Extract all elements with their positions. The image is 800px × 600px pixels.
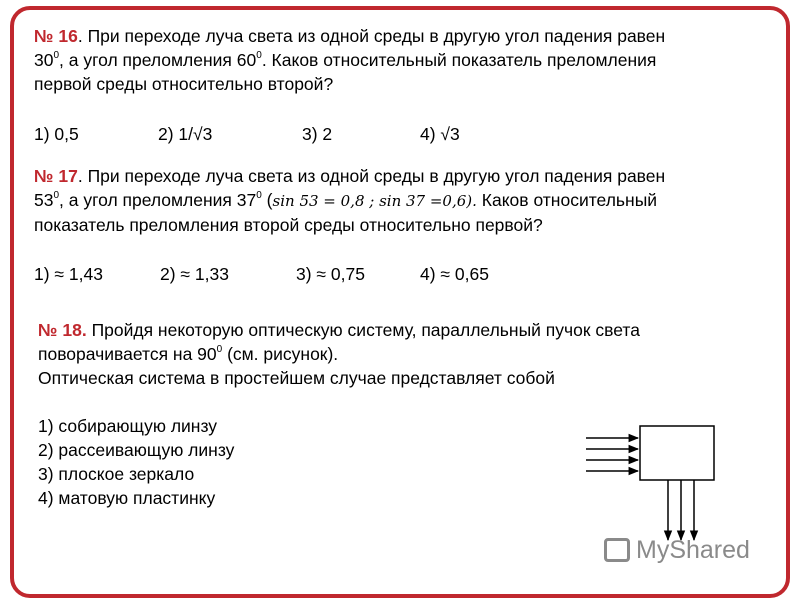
q17-answer-1[interactable]: 1) ≈ 1,43	[34, 264, 103, 284]
q16-answer-1[interactable]: 1) 0,5	[34, 124, 79, 144]
question-18-number: № 18.	[38, 320, 87, 340]
q18-answer-1[interactable]: 1) собирающую линзу	[38, 416, 218, 436]
q17-answer-4[interactable]: 4) ≈ 0,65	[420, 264, 489, 284]
question-18-text: № 18. Пройдя некоторую оптическую систему, параллельный пучок света поворачивается на $90^0$ (см. рисунок). Оптическая система в простейшем случае представляет собой	[38, 320, 640, 388]
q17-answer-2[interactable]: 2) ≈ 1,33	[160, 264, 229, 284]
q17-answer-3[interactable]: 3) ≈ 0,75	[296, 264, 365, 284]
q18-answer-3[interactable]: 3) плоское зеркало	[38, 464, 195, 484]
q16-answer-2[interactable]: 2) 1/√3	[158, 124, 213, 144]
question-16-number: № 16	[34, 26, 78, 46]
question-16-text: № 16. При переходе луча света из одной среды в другую угол падения равен $30^0$, а угол преломления $60^0$. Каков относительный показатель преломления первой среды относительно второй?	[34, 26, 666, 94]
question-17-text: № 17. При переходе луча света из одной среды в другую угол падения равен $53^0$, а угол преломления $37^0$ (sin 53 = 0,8 ; sin 37 =0,6). Каков относительный показатель преломления второй среды относительно первой?	[34, 166, 666, 235]
myshared-logo-icon	[604, 538, 630, 562]
q16-answer-3[interactable]: 3) 2	[302, 124, 333, 144]
q16-answer-4[interactable]: 4) √3	[420, 124, 460, 144]
question-17-number: № 17	[34, 166, 78, 186]
sine-formula: sin 53 = 0,8 ; sin 37 =0,6).	[272, 192, 477, 210]
watermark: MyShared	[604, 536, 750, 565]
optical-system-box	[640, 426, 714, 480]
q18-answer-4[interactable]: 4) матовую пластинку	[38, 488, 216, 508]
q18-answer-2[interactable]: 2) рассеивающую линзу	[38, 440, 235, 460]
